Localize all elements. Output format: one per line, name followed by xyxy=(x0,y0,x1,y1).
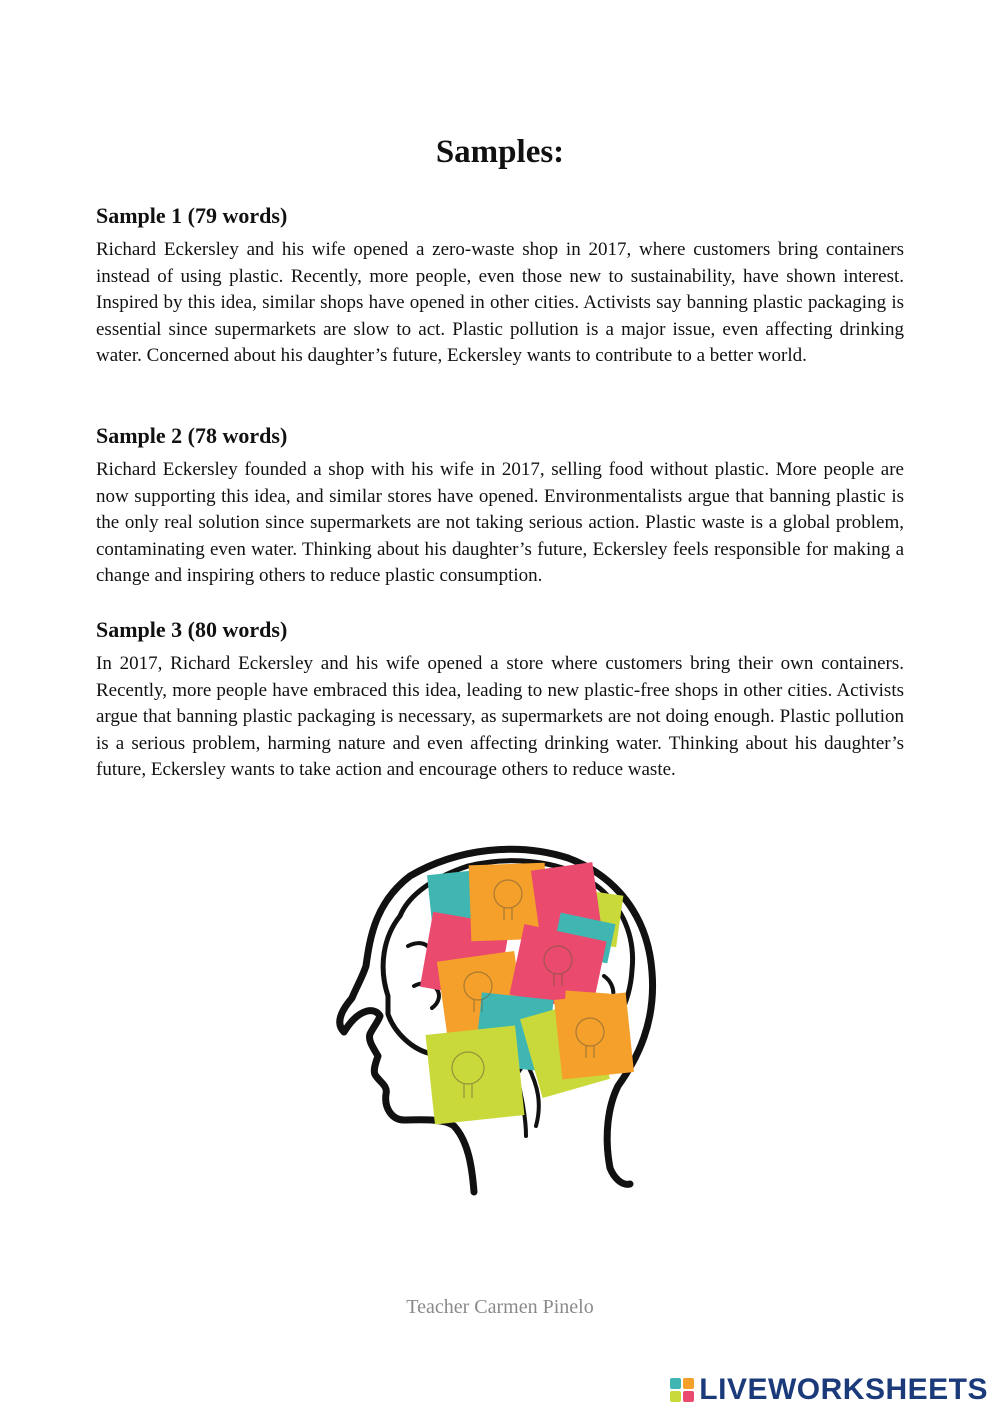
sample-2 xyxy=(96,423,904,590)
liveworksheets-logo-icon xyxy=(669,1377,695,1403)
footer-credit: Teacher Carmen Pinelo xyxy=(406,1296,594,1318)
sample-1-heading: Sample 1 (79 words) xyxy=(96,203,288,228)
head-with-sticky-notes-icon xyxy=(318,836,682,1202)
sample-3-text: In 2017, Richard Eckersley and his wife opened a store where customers bring their own containers. Recently, more people have embraced this idea, leading to new plastic-free shops in other cities. Activists argue that banning plastic packaging is necessary, as supermarkets are not doing enough. Plastic pollution is a serious problem, harming nature and even affecting drinking water. Thinking about his daughter’s future, Eckersley wants to take action and encourage others to reduce waste. xyxy=(96,653,904,781)
sample-1-text: Richard Eckersley and his wife opened a zero-waste shop in 2017, where customers bring containers instead of using plastic. Recently, more people, even those new to sustainability, have shown interest. Inspired by this idea, similar shops have opened in other cities. Activists say banning plastic packaging is essential since supermarkets are slow to act. Plastic pollution is a major issue, even affecting drinking water. Concerned about his daughter’s future, Eckersley wants to contribute to a better world. xyxy=(96,239,904,367)
brand-name: LIVEWORKSHEETS xyxy=(699,1373,988,1406)
sample-2-heading: Sample 2 (78 words) xyxy=(96,423,288,448)
sample-2-text: Richard Eckersley founded a shop with his wife in 2017, selling food without plastic. More people are now supporting this idea, and similar stores have opened. Environmentalists argue that banning plastic is the only real solution since supermarkets are not taking serious action. Plastic waste is a global problem, contaminating even water. Thinking about his daughter’s future, Eckersley feels responsible for making a change and inspiring others to reduce plastic consumption. xyxy=(96,459,904,587)
sample-3 xyxy=(96,617,904,784)
sample-3-heading: Sample 3 (80 words) xyxy=(96,617,288,642)
sample-1 xyxy=(96,203,904,370)
liveworksheets-logo xyxy=(669,1372,988,1408)
page-title: Samples: xyxy=(435,134,565,170)
